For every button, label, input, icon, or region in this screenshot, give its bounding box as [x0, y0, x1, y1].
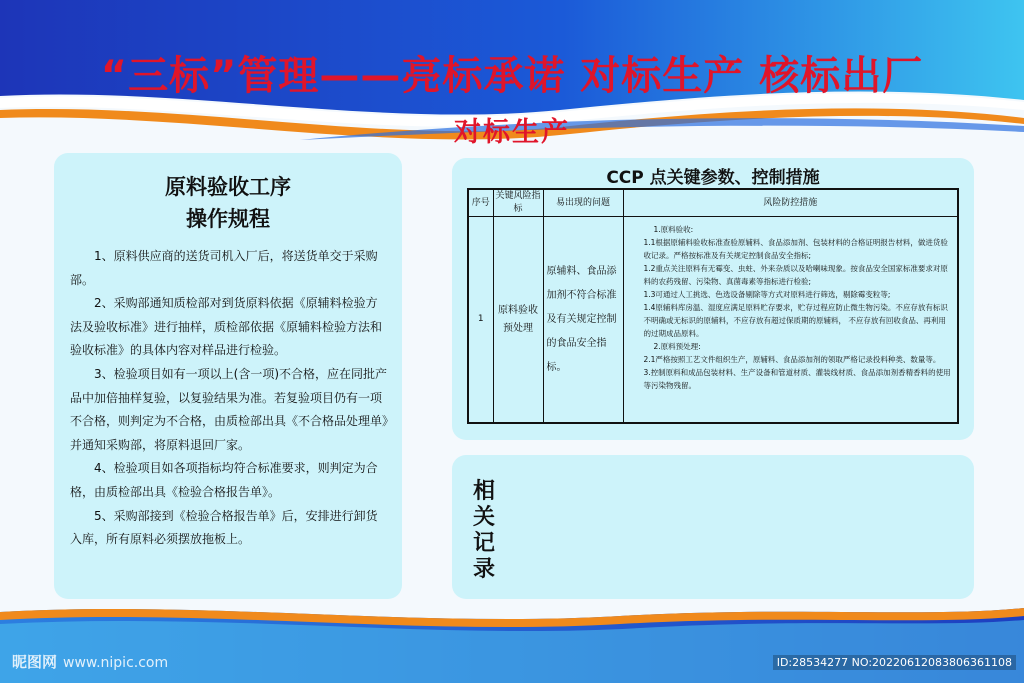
col-header-risk: 关键风险指标 [493, 189, 543, 217]
cell-no: 1 [468, 217, 493, 424]
main-title: “三标”管理——亮标承诺 对标生产 核标出厂 [100, 53, 924, 99]
measure-line: 1.4原辅料库房温、湿度应满足原料贮存要求，贮存过程应防止微生物污染。不应存放有标识不明确或无标识的原辅料，不应存放有超过保质期的原辅料， 不应存放有回收食品、再利用的过期成品原料。 [643, 303, 948, 338]
col-header-measures: 风险防控措施 [623, 189, 958, 217]
records-char: 关 [472, 505, 495, 530]
col-header-problem: 易出现的问题 [543, 189, 623, 217]
cell-problem: 原辅料、食品添加剂不符合标准及有关规定控制的食品安全指标。 [543, 217, 623, 424]
sub-title: 对标生产 [454, 117, 570, 148]
watermark-id: ID:28534277 NO:20220612083806361108 [773, 655, 1016, 670]
procedure-heading-line2: 操作规程 [186, 207, 270, 231]
procedure-heading [54, 171, 402, 235]
ccp-panel [452, 158, 974, 440]
ccp-table-header-row [468, 189, 958, 217]
watermark-logo [12, 651, 168, 672]
measure-line: 1.3可通过人工挑选、色选设备剔除等方式对原料进行筛选，剔除霉变粒等; [643, 290, 891, 299]
procedure-step: 5、采购部接到《检验合格报告单》后，安排进行卸货入库，所有原料必须摆放拖板上。 [70, 508, 378, 547]
ccp-table [467, 188, 959, 424]
cell-risk: 原料验收预处理 [493, 217, 543, 424]
measure-line: 3.控制原料和成品包装材料、生产设备和管道材质、灌装线材质、食品添加剂香精香料的使用等污染物残留。 [643, 368, 951, 390]
measure-line: 1.1根据原辅料验收标准查验原辅料、食品添加剂、包装材料的合格证明报告材料，做进货验收记录。严格按标准及有关规定控制食品安全指标; [643, 238, 948, 260]
measure-line: 2.1严格按照工艺文件组织生产，原辅料、食品添加剂的领取严格记录投料种类、数量等。 [643, 355, 941, 364]
watermark-site: www.nipic.com [63, 655, 169, 671]
procedure-heading-line1: 原料验收工序 [165, 175, 291, 199]
records-char: 相 [472, 479, 495, 504]
procedure-step: 3、检验项目如有一项以上(含一项)不合格，应在同批产品中加倍抽样复验，以复验结果为准。若复验项目仍有一项不合格，则判定为不合格，由质检部出具《不合格品处理单》并通知采购部，将原料退回厂家。 [70, 366, 389, 452]
table-row [468, 217, 958, 424]
records-label [466, 479, 502, 583]
records-char: 记 [472, 531, 495, 556]
measure-line: 1.原料验收: [653, 225, 694, 234]
procedure-body [70, 245, 388, 552]
records-panel [452, 455, 974, 599]
measure-line: 2.原料预处理: [653, 342, 701, 351]
cell-measures [623, 217, 958, 424]
procedure-panel [54, 153, 402, 599]
procedure-step: 2、采购部通知质检部对到货原料依据《原辅料检验方法及验收标准》进行抽样，质检部依据《原辅料检验方法和验收标准》的具体内容对样品进行检验。 [70, 296, 383, 358]
procedure-step: 4、检验项目如各项指标均符合标准要求，则判定为合格，由质检部出具《检验合格报告单》。 [70, 461, 378, 499]
measure-line: 1.2重点关注原料有无霉变、虫蛀、外来杂质以及哈喇味现象。按食品安全国家标准要求对原料的农药残留、污染物、真菌毒素等指标进行检验; [643, 264, 948, 286]
records-char: 录 [472, 557, 495, 582]
watermark-logo-text: 昵图网 [12, 653, 58, 671]
ccp-heading: CCP 点关键参数、控制措施 [606, 168, 820, 188]
procedure-step: 1、原料供应商的送货司机入厂后，将送货单交于采购部。 [70, 249, 378, 287]
col-header-no: 序号 [468, 189, 493, 217]
